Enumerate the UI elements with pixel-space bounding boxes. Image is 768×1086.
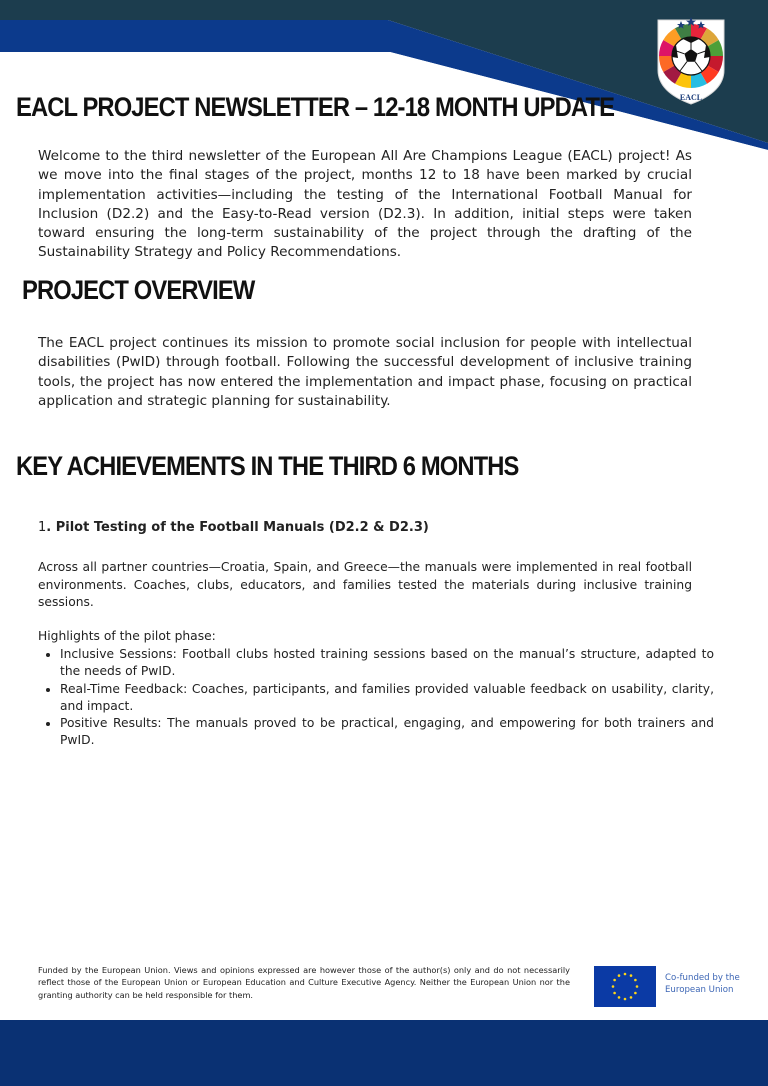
newsletter-title: EACL PROJECT NEWSLETTER – 12-18 MONTH UPDATE [16,92,615,122]
eu-line-2: European Union [665,984,734,995]
eacl-logo [652,8,730,106]
eu-cofunded-label [665,973,765,996]
highlight-item: • Real-Time Feedback: Coaches, participants, and families provided valuable feedback on usability, clarity, and impact. [60,681,714,716]
pilot-testing-paragraph: Across all partner countries—Croatia, Spain, and Greece—the manuals were implemented in real football environments. Coaches, clubs, educators, and families tested the materials during inclusive training sessions. [38,560,692,609]
overview-paragraph: The EACL project continues its mission to promote social inclusion for people with intellectual disabilities (PwID) through football. Following the successful development of inclusive training tools, the project has now entered the implementation and impact phase, focusing on practical application and strategic planning for sustainability. [38,335,692,409]
item-title: . Pilot Testing of the Football Manuals (D2.2 & D2.3) [46,520,429,535]
intro-paragraph: Welcome to the third newsletter of the European All Are Champions League (EACL) project! As we move into the final stages of the project, months 12 to 18 have been marked by crucial implementation activities—including the testing of the International Football Manual for Inclusion (D2.2) and the Easy-to-Read version (D2.3). In addition, initial steps were taken toward ensuring the long-term sustainability of the project through the drafting of the Sustainability Strategy and Policy Recommendations. [38,148,692,261]
project-overview-heading: PROJECT OVERVIEW [22,275,255,305]
pilot-testing-title [38,518,692,537]
logo-text: EACL [679,93,703,102]
key-achievements-heading: KEY ACHIEVEMENTS IN THE THIRD 6 MONTHS [16,451,519,481]
item-number: 1 [38,520,47,535]
eu-line-1: Co-funded by the [665,973,740,983]
highlights-list [38,646,714,750]
highlight-item: • Positive Results: The manuals proved to be practical, engaging, and empowering for both trainers and PwID. [60,715,714,750]
highlight-item: • Inclusive Sessions: Football clubs hosted training sessions based on the manual’s structure, adapted to the needs of PwID. [60,646,714,681]
footer-band [0,1020,768,1086]
highlights-label: Highlights of the pilot phase: [38,629,216,643]
eu-flag-icon [594,966,656,1007]
funding-disclaimer: Funded by the European Union. Views and opinions expressed are however those of the author(s) only and do not necessarily reflect those of the European Union or European Education and Culture Executive Agency. Neither the European Union nor the granting authority can be held responsible for them. [38,965,570,1000]
